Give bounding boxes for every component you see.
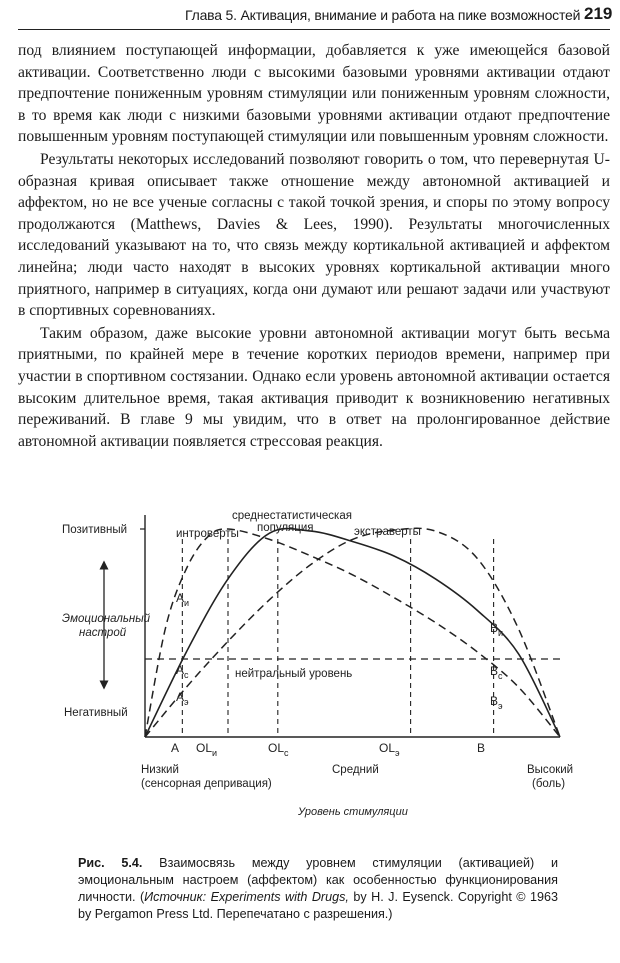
- x-label-high-1: Высокий: [527, 764, 574, 776]
- x-label-low-2: (сенсорная депривация): [141, 778, 272, 790]
- x-label-low-1: Низкий: [141, 764, 179, 776]
- y-label-positive: Позитивный: [62, 524, 128, 536]
- chapter-title: Глава 5. Активация, внимание и работа на пике возможностей: [185, 7, 581, 23]
- figure-5-4: [0, 495, 620, 835]
- x-label-high-2: (боль): [532, 778, 566, 790]
- page-header: [0, 0, 620, 32]
- point-A-c: $A_c$: [176, 663, 189, 680]
- y-label-negative: Негативный: [64, 707, 128, 719]
- chart-svg: [0, 495, 620, 835]
- caption-label: Рис. 5.4.: [78, 856, 143, 870]
- figure-caption: [78, 855, 558, 923]
- header-rule: [18, 29, 610, 30]
- page-number: 219: [584, 4, 613, 23]
- y-label-mood-2: настрой: [79, 627, 127, 639]
- y-label-mood-1: Эмоциональный: [62, 613, 151, 625]
- caption-source-rest: by H. J. Eysenck. Copyright © 1963 by Pergamon Press Ltd. Перепечатано с разрешения.): [78, 890, 558, 921]
- paragraph-2: Результаты некоторых исследований позволяют говорить о том, что перевернутая U-образная кривая описывает также отношение между автономной активацией и аффектом, но не все ученые согласны с такой точкой зрения, и споры по этому вопросу продолжаются (Matthews, Davies & Lees, 1990). Результаты многочисленных исследований указывают на то, что связь между кортикальной активацией и аффектом линейна; люди часто находят в высоких уровнях кортикальной активации много приятного, например в ситуациях, когда они думают или решают задачи или участвуют в спортивных соревнованиях.: [18, 150, 610, 320]
- x-tick-B: B: [477, 741, 486, 755]
- x-tick-OL-e: $OL_э$: [379, 741, 400, 758]
- paragraph-1: под влиянием поступающей информации, добавляется к уже имеющейся базовой активации. Соответственно люди с высокими базовыми уровнями активации отдают предпочтение пониженным уровням стимуляции или пониженным уровням сложности, в то время как люди с низкими базовыми уровнями активации отдают предпочтение повышенным уровням поступающей стимуляции или повышенным уровням сложности.: [18, 42, 610, 146]
- caption-text: Взаимосвязь между уровнем стимуляции (активацией) и эмоциональным настроем (аффектом) как особенностью функционирования личности. (: [78, 856, 558, 904]
- x-axis-title: Уровень стимуляции: [298, 806, 408, 818]
- label-extraverts: экстраверты: [354, 526, 421, 538]
- point-B-c: $B_c$: [490, 664, 503, 681]
- x-label-mid: Средний: [332, 764, 379, 776]
- label-introverts: интроверты: [176, 528, 239, 540]
- paragraph-3: Таким образом, даже высокие уровни автономной активации могут быть весьма приятными, по крайней мере в течение коротких периодов времени, например при участии в спортивном состязании. Однако если уровень автономной активации остается высоким длительное время, такая активация приводит к возникновению негативных переживаний. В главе 9 мы увидим, что в ответ на пролонгированное действие автономной активации появляется стрессовая реакция.: [18, 324, 610, 450]
- label-neutral: нейтральный уровень: [235, 668, 353, 680]
- x-tick-OL-c: $OL_c$: [268, 741, 289, 758]
- x-tick-A: A: [171, 741, 180, 755]
- point-A-e: $A_э$: [176, 690, 189, 707]
- body-text: [18, 40, 610, 452]
- point-B-i: $B_и$: [490, 621, 504, 638]
- point-A-i: $A_и$: [176, 591, 190, 608]
- marker-lines: [182, 539, 493, 737]
- label-population-1: среднестатистическая: [232, 510, 352, 522]
- x-tick-OL-i: $OL_и$: [196, 741, 218, 758]
- caption-source-label: Источник: Experiments with Drugs,: [144, 890, 349, 904]
- point-B-e: $B_э$: [490, 694, 503, 711]
- label-population-2: популяция: [257, 522, 314, 534]
